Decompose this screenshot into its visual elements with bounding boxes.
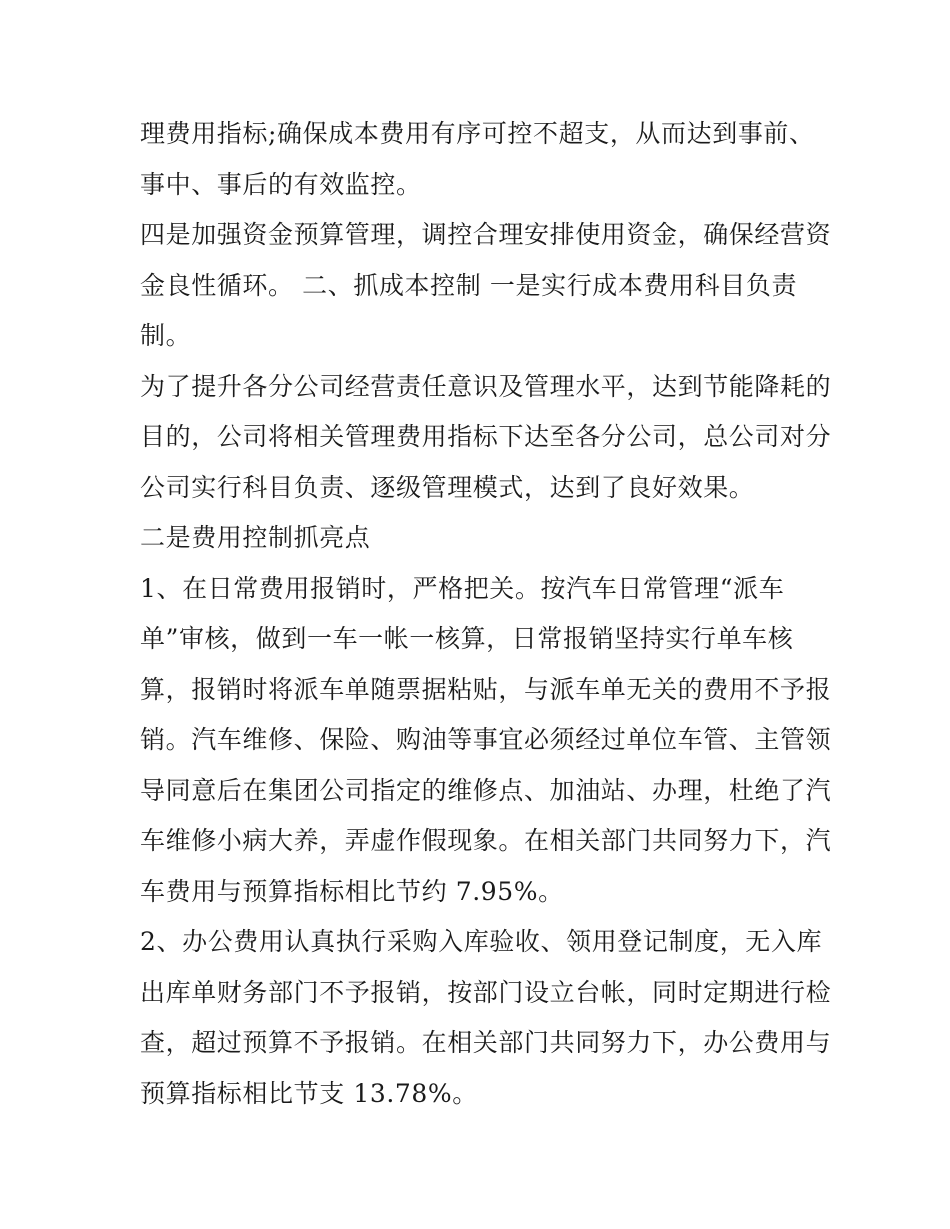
text-line: 导同意后在集团公司指定的维修点、加油站、办理，杜绝了汽 bbox=[140, 775, 832, 805]
text-line: 2、办公费用认真执行采购入库验收、领用登记制度，无入库 bbox=[140, 927, 823, 956]
text-line: 预算指标相比节支 13.78%。 bbox=[140, 1078, 478, 1108]
text-line: 车费用与预算指标相比节约 7.95%。 bbox=[140, 876, 564, 906]
text-line: 算，报销时将派车单随票据粘贴，与派车单无关的费用不予报 bbox=[140, 674, 832, 704]
text-line: 为了提升各分公司经营责任意识及管理水平，达到节能降耗的 bbox=[140, 371, 832, 401]
text-line: 单”审核，做到一车一帐一核算，日常报销坚持实行单车核 bbox=[140, 624, 794, 653]
text-line: 销。汽车维修、保险、购油等事宜必须经过单位车管、主管领 bbox=[140, 725, 832, 754]
text-line: 出库单财务部门不予报销，按部门设立台帐，同时定期进行检 bbox=[140, 977, 832, 1007]
text-line: 查，超过预算不予报销。在相关部门共同努力下，办公费用与 bbox=[140, 1028, 832, 1057]
text-line: 制。 bbox=[140, 321, 192, 350]
text-line: 车维修小病大养，弄虚作假现象。在相关部门共同努力下，汽 bbox=[140, 826, 832, 855]
text-line: 理费用指标;确保成本费用有序可控不超支，从而达到事前、 bbox=[140, 119, 815, 148]
text-line: 目的，公司将相关管理费用指标下达至各分公司，总公司对分 bbox=[140, 422, 832, 451]
text-line: 1、在日常费用报销时，严格把关。按汽车日常管理“派车 bbox=[140, 573, 785, 603]
text-line: 事中、事后的有效监控。 bbox=[140, 169, 422, 199]
text-line: 二是费用控制抓亮点 bbox=[140, 523, 371, 552]
text-line: 四是加强资金预算管理，调控合理安排使用资金，确保经营资 bbox=[140, 220, 832, 249]
text-line: 金良性循环。 二、抓成本控制 一是实行成本费用科目负责 bbox=[140, 270, 798, 300]
text-line: 公司实行科目负责、逐级管理模式，达到了良好效果。 bbox=[140, 472, 755, 502]
document-body bbox=[140, 109, 832, 1119]
